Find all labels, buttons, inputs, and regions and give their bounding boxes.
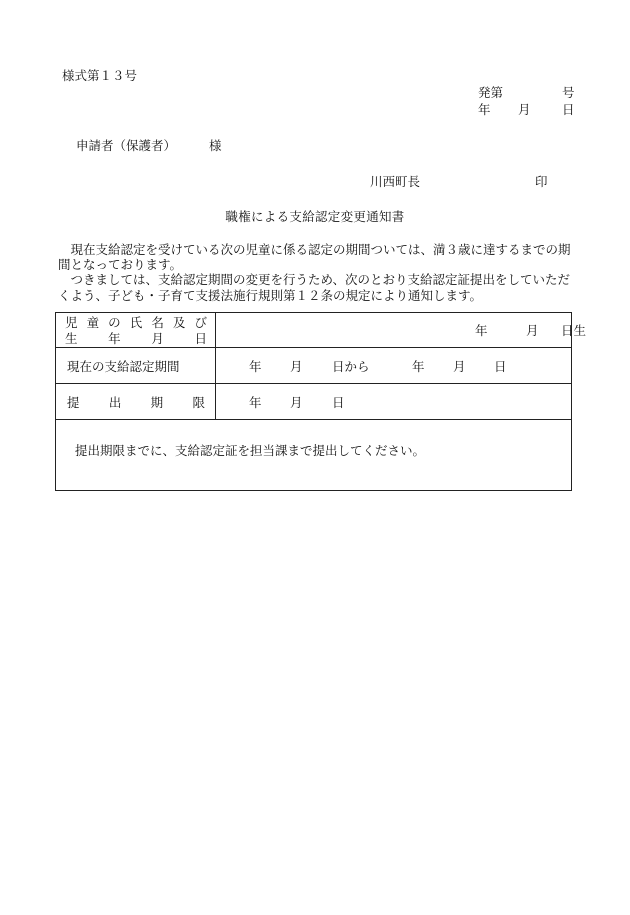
issue-number-suffix: 号 xyxy=(562,85,575,100)
table-row-child xyxy=(56,313,572,348)
child-label-line-1: 児 童 の 氏 名 及 び xyxy=(65,315,207,330)
form-number: 様式第１３号 xyxy=(62,68,138,83)
issue-date-year: 年 xyxy=(478,102,491,117)
table-row-note xyxy=(56,420,572,491)
birth-day: 日生 xyxy=(561,323,587,338)
birth-year: 年 xyxy=(475,323,488,338)
period-to-month: 月 xyxy=(453,358,466,374)
issue-number-prefix: 発第 xyxy=(478,85,504,100)
issue-date xyxy=(478,102,575,117)
addressee xyxy=(76,138,222,153)
child-birth-date-field[interactable] xyxy=(216,313,587,348)
issue-number xyxy=(478,85,575,100)
note-cell xyxy=(56,420,572,491)
period-label: 現在の支給認定期間 xyxy=(56,348,216,384)
note-text: 提出期限までに、支給認定証を担当課まで提出してください。 xyxy=(75,443,426,458)
addressee-label: 申請者（保護者） xyxy=(76,138,177,153)
deadline-month: 月 xyxy=(290,394,303,410)
period-to-year: 年 xyxy=(412,358,425,374)
birth-month: 月 xyxy=(526,323,539,338)
deadline-field[interactable] xyxy=(216,384,572,420)
period-from-day: 日から xyxy=(332,358,370,374)
deadline-label: 提 出 期 限 xyxy=(56,384,216,420)
sender-name: 川西町長 xyxy=(370,174,421,189)
sender xyxy=(370,174,548,189)
child-label-line-2: 生 年 月 日 xyxy=(65,331,207,346)
period-to-day: 日 xyxy=(494,358,507,374)
period-field[interactable] xyxy=(216,348,572,384)
table-row-deadline xyxy=(56,384,572,420)
body-paragraph-1: 現在支給認定を受けている次の児童に係る認定の期間ついては、満３歳に達するまでの期間となっております。 xyxy=(58,242,571,273)
seal-mark: 印 xyxy=(535,174,548,189)
details-table xyxy=(55,312,587,491)
period-from-year: 年 xyxy=(249,358,262,374)
issue-date-month: 月 xyxy=(518,102,531,117)
issue-date-day: 日 xyxy=(562,102,575,117)
addressee-honorific: 様 xyxy=(209,138,222,153)
child-name-birth-label xyxy=(56,313,216,348)
body-text xyxy=(58,242,578,303)
body-paragraph-2: つきましては、支給認定期間の変更を行うため、次のとおり支給認定証提出をしていただくよう、子ども・子育て支援法施行規則第１２条の規定により通知します。 xyxy=(58,272,571,303)
deadline-day: 日 xyxy=(332,394,345,410)
document-title: 職権による支給認定変更通知書 xyxy=(225,209,405,224)
table-row-period xyxy=(56,348,572,384)
period-from-month: 月 xyxy=(290,358,303,374)
deadline-year: 年 xyxy=(249,394,262,410)
